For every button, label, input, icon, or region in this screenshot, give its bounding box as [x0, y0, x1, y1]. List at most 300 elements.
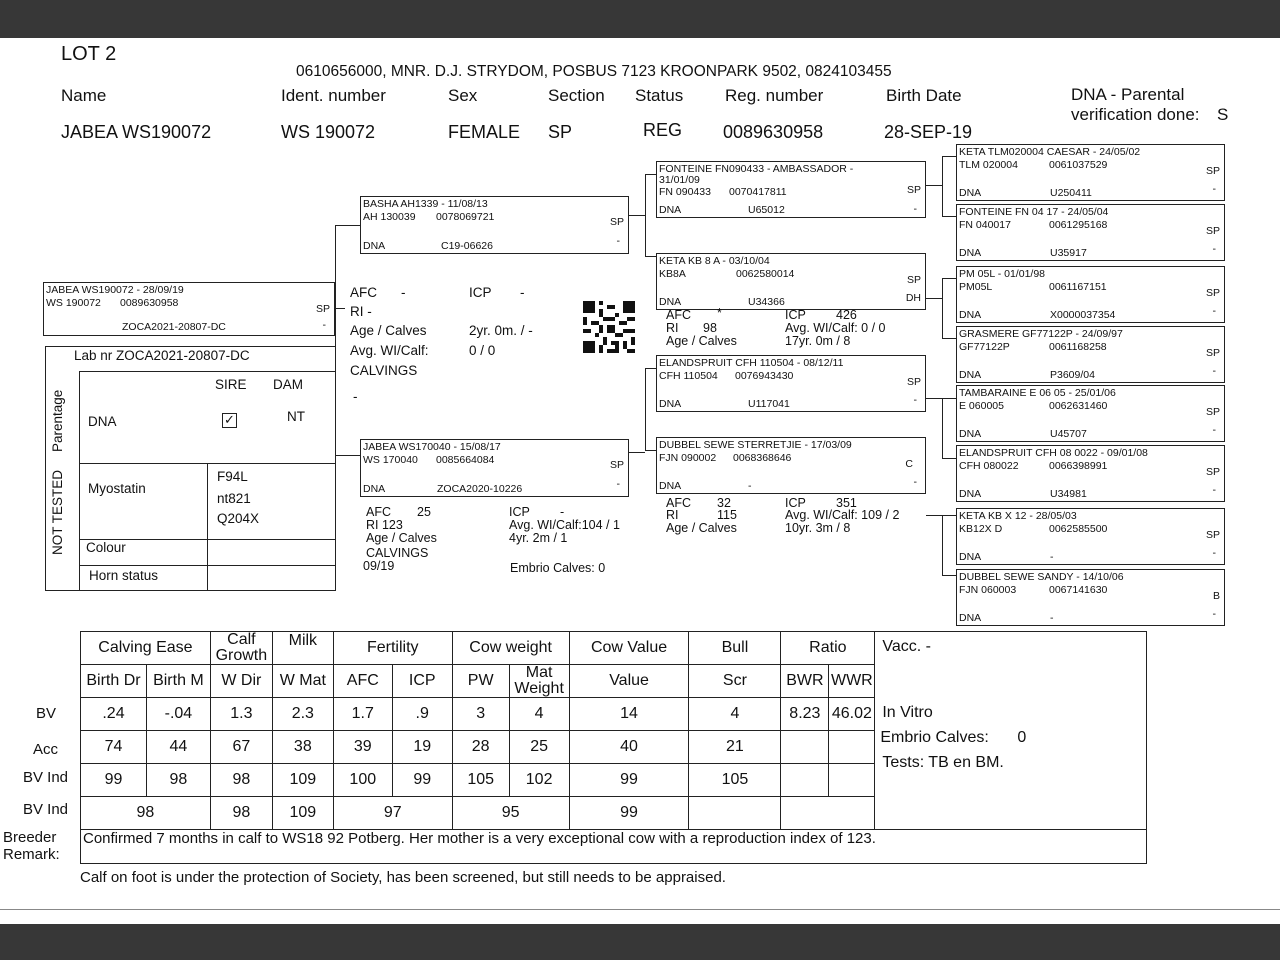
status-label: Status [635, 86, 684, 105]
gg-section: B [1212, 590, 1220, 602]
animal-ident: WS 190072 [46, 297, 101, 309]
bv-cell: 28 [452, 731, 509, 764]
dam-dna-value: ZOCA2020-10226 [437, 483, 523, 495]
group-cow-weight: Cow weight [452, 632, 569, 665]
connector [926, 398, 942, 399]
bv-cell: 98 [146, 764, 210, 797]
dd-dna-value: - [748, 480, 752, 492]
gg-dna-value: - [1050, 612, 1054, 624]
birth-value: 28-SEP-19 [884, 122, 973, 142]
dd-dna-label: DNA [659, 480, 682, 492]
myostatin-value: Q204X [217, 511, 260, 526]
age-label: Age / Calves [666, 334, 737, 348]
footer-note: Calf on foot is under the protection of Society, has been screened, but still needs to be appraised. [80, 869, 726, 886]
gg-reg: 0066398991 [1049, 460, 1108, 472]
connector [926, 185, 942, 186]
bottom-rule [0, 909, 1280, 910]
ds-dash: - [913, 394, 917, 406]
bv-cell [781, 764, 829, 797]
gg-section: SP [1205, 406, 1220, 418]
group-bull: Bull [689, 632, 781, 665]
ss-title2: 31/01/09 [659, 174, 700, 186]
sex-label: Sex [448, 86, 478, 105]
sire-box [360, 196, 629, 254]
connector [942, 156, 956, 157]
great-grandparent-box [956, 385, 1225, 442]
gg-reg: 0061167151 [1049, 281, 1107, 293]
bv-cell: 4 [509, 698, 569, 731]
bv-cell: 105 [689, 764, 781, 797]
age-value: 17yr. 0m / 8 [785, 334, 851, 348]
connector [942, 515, 956, 516]
connector [942, 278, 943, 338]
gg-section: SP [1205, 529, 1220, 541]
lab-number: Lab nr ZOCA2021-20807-DC [74, 348, 250, 363]
gg-reg: 0067141630 [1049, 584, 1108, 596]
ri-value: 115 [717, 508, 737, 522]
group-calf-growth: Calf Growth [210, 632, 272, 665]
gg-dna-label: DNA [959, 309, 982, 321]
bv-cell: 1.7 [333, 698, 392, 731]
icp-value: 351 [836, 496, 857, 510]
avg-value: Avg. WI/Calf:104 / 1 [509, 518, 620, 532]
dam-section: SP [609, 459, 624, 471]
group-ratio: Ratio [781, 632, 875, 665]
ss-dash: - [913, 203, 917, 215]
group-milk: Milk [272, 632, 333, 665]
connector [942, 575, 956, 576]
ss-title: FONTEINE FN090433 - AMBASSADOR - [659, 163, 854, 175]
bv-cell: 100 [333, 764, 392, 797]
bv-cell [781, 797, 875, 830]
row-label-bv: BV [36, 705, 57, 722]
animal-box [43, 282, 335, 336]
gg-ident: FJN 060003 [959, 584, 1017, 596]
afc-label: AFC [350, 285, 377, 300]
bv-cell: 109 [272, 797, 333, 830]
gg-dna-value: U34981 [1050, 488, 1087, 500]
gg-dna-label: DNA [959, 428, 982, 440]
bv-cell: 4 [689, 698, 781, 731]
bv-cell: 39 [333, 731, 392, 764]
connector [942, 515, 943, 575]
icp-label: ICP [469, 285, 492, 300]
sire-section: SP [609, 216, 624, 228]
gg-dash: - [1212, 183, 1216, 195]
gg-dash: - [1212, 608, 1216, 620]
bv-cell: 105 [452, 764, 509, 797]
bv-cell: 98 [210, 797, 272, 830]
gg-section: SP [1205, 466, 1220, 478]
gg-section: SP [1205, 347, 1220, 359]
connector [942, 156, 943, 216]
ss-reg: 0070417811 [729, 186, 787, 198]
owner-details: 0610656000, MNR. D.J. STRYDOM, POSBUS 7123 KROONPARK 9502, 0824103455 [296, 63, 892, 80]
ds-title: ELANDSPRUIT CFH 110504 - 08/12/11 [659, 357, 844, 369]
connector [335, 308, 345, 309]
sub-header-cell: W Dir [210, 665, 272, 698]
bv-cell: 25 [509, 731, 569, 764]
bv-cell: 46.02 [829, 698, 875, 731]
reg-value: 0089630958 [723, 122, 824, 142]
animal-section: SP [315, 303, 330, 315]
gg-section: SP [1205, 225, 1220, 237]
age-label: Age / Calves [666, 521, 737, 535]
gg-ident: KB12X D [959, 523, 1003, 535]
gg-dna-value: U45707 [1050, 428, 1087, 440]
avg-label: Avg. WI/Calf: [350, 343, 429, 358]
connector [942, 338, 956, 339]
bv-cell: 19 [392, 731, 452, 764]
calvings-value: - [353, 389, 358, 404]
calvings-label: CALVINGS [350, 363, 418, 378]
status-value: REG [643, 120, 683, 140]
dam-dash: - [616, 478, 620, 490]
great-grandparent-box [956, 266, 1225, 323]
great-grandparent-box [956, 204, 1225, 261]
afc-value: - [401, 285, 406, 300]
bv-cell [829, 764, 875, 797]
bv-cell: 95 [452, 797, 569, 830]
age-value: 2yr. 0m. / - [469, 323, 533, 338]
side-info [875, 632, 1147, 830]
sex-value: FEMALE [448, 122, 521, 142]
gg-dna-value: X0000037354 [1050, 309, 1116, 321]
qr-code-icon [583, 301, 635, 353]
group-fertility: Fertility [333, 632, 452, 665]
connector [942, 278, 956, 279]
section-label: Section [548, 86, 605, 105]
bv-cell: 67 [210, 731, 272, 764]
sub-header-cell: PW [452, 665, 509, 698]
afc-value: 32 [717, 496, 731, 510]
sub-header-cell: Scr [689, 665, 781, 698]
connector [942, 398, 956, 399]
dam-title: JABEA WS170040 - 15/08/17 [363, 441, 501, 453]
gg-title: DUBBEL SEWE SANDY - 14/10/06 [959, 571, 1124, 583]
bv-cell: 14 [569, 698, 689, 731]
age-label: Age / Calves [366, 531, 437, 545]
dam-sire-box [656, 355, 926, 412]
gg-title: KETA TLM020004 CAESAR - 24/05/02 [959, 146, 1141, 158]
gg-reg: 0062585500 [1049, 523, 1108, 535]
afc-label: AFC [366, 505, 391, 519]
bv-cell: 97 [333, 797, 452, 830]
sire-title: BASHA AH1339 - 11/08/13 [363, 198, 488, 210]
calvings-value: 09/19 [363, 559, 395, 573]
connector [645, 368, 646, 450]
icp-value: - [560, 505, 565, 519]
bv-cell [781, 731, 829, 764]
connector [645, 256, 656, 257]
ds-section: SP [906, 376, 921, 388]
row-label-acc: Acc [33, 741, 59, 758]
dam-reg: 0085664084 [436, 454, 495, 466]
top-bar [0, 0, 1280, 38]
connector [645, 450, 656, 451]
dam-dam-box [656, 437, 926, 494]
gg-reg: 0061295168 [1049, 219, 1108, 231]
name-value: JABEA WS190072 [61, 122, 212, 142]
sub-header-cell: AFC [333, 665, 392, 698]
gg-dna-value: P3609/04 [1050, 369, 1095, 381]
sub-header-cell: Value [569, 665, 689, 698]
gg-title: GRASMERE GF77122P - 24/09/97 [959, 328, 1123, 340]
dam-dna-label: DNA [363, 483, 386, 495]
ds-reg: 0076943430 [735, 370, 794, 382]
connector [942, 216, 956, 217]
dam-ident: WS 170040 [363, 454, 418, 466]
breeder-remark: Confirmed 7 months in calf to WS18 92 Potberg. Her mother is a very exceptional cow with a reproduction index of 123. [81, 830, 1147, 864]
great-grandparent-box [956, 445, 1225, 502]
ds-dna-value: U117041 [748, 398, 790, 410]
ss-dna-label: DNA [659, 204, 682, 216]
sd-dna-label: DNA [659, 296, 682, 308]
sub-header-cell: WWR [829, 665, 875, 698]
ds-ident: CFH 110504 [659, 370, 718, 382]
gg-dna-label: DNA [959, 488, 982, 500]
sub-header-cell: Birth Dr [81, 665, 147, 698]
group-cow-value: Cow Value [569, 632, 689, 665]
gg-dna-value: U250411 [1050, 187, 1092, 199]
bv-cell: 99 [81, 764, 147, 797]
avg-value: 0 / 0 [469, 343, 496, 358]
animal-reg: 0089630958 [120, 297, 179, 309]
connector [645, 174, 656, 175]
bv-cell: .24 [81, 698, 147, 731]
animal-dash: - [322, 319, 326, 331]
myostatin-value: nt821 [217, 491, 251, 506]
sub-header-cell: BWR [781, 665, 829, 698]
in-vitro: In Vitro [882, 704, 933, 721]
sub-header-cell: Mat Weight [509, 665, 569, 698]
gg-title: ELANDSPRUIT CFH 08 0022 - 09/01/08 [959, 447, 1148, 459]
sire-ident: AH 130039 [363, 211, 416, 223]
ss-section: SP [906, 184, 921, 196]
checkbox-icon: ✓ [222, 413, 237, 428]
ss-ident: FN 090433 [659, 186, 711, 198]
icp-label: ICP [785, 496, 806, 510]
ri-value: 98 [703, 321, 717, 335]
afc-label: AFC [666, 308, 691, 322]
connector [629, 215, 645, 216]
embrio-calves: Embrio Calves: 0 [510, 561, 606, 575]
great-grandparent-box [956, 508, 1225, 565]
connector [942, 458, 956, 459]
vacc: Vacc. - [882, 638, 931, 655]
gg-dash: - [1212, 305, 1216, 317]
parentage-label: Parentage [50, 389, 65, 452]
bv-cell: -.04 [146, 698, 210, 731]
bv-cell: 21 [689, 731, 781, 764]
bv-cell: 8.23 [781, 698, 829, 731]
great-grandparent-box [956, 569, 1225, 626]
dam-label: DAM [273, 377, 303, 392]
sd-title: KETA KB 8 A - 03/10/04 [659, 255, 770, 267]
gg-ident: FN 040017 [959, 219, 1011, 231]
myostatin-value: F94L [217, 469, 248, 484]
remark-label: Remark: [3, 846, 60, 863]
avg-value: Avg. WI/Calf: 0 / 0 [785, 321, 886, 335]
gg-title: PM 05L - 01/01/98 [959, 268, 1045, 280]
dd-reg: 0068368646 [733, 452, 792, 464]
bv-cell: 102 [509, 764, 569, 797]
calvings-label: CALVINGS [366, 546, 429, 560]
dna-dam-value: NT [287, 409, 305, 424]
ri-label: RI [666, 321, 679, 335]
colour-label: Colour [86, 540, 126, 555]
bv-cell: .9 [392, 698, 452, 731]
connector [926, 298, 942, 299]
avg-value: Avg. WI/Calf: 109 / 2 [785, 508, 900, 522]
connector [335, 455, 360, 456]
ident-label: Ident. number [281, 86, 386, 105]
icp-value: 426 [836, 308, 857, 322]
connector [645, 174, 646, 256]
connector [645, 368, 656, 369]
bv-cell [689, 797, 781, 830]
icp-value: - [520, 285, 525, 300]
icp-label: ICP [509, 505, 530, 519]
ri-label: RI 123 [366, 518, 403, 532]
bv-cell: 99 [569, 764, 689, 797]
bv-cell [829, 731, 875, 764]
ri-label: RI [666, 508, 679, 522]
group-calving-ease: Calving Ease [81, 632, 211, 665]
sub-header-cell: W Mat [272, 665, 333, 698]
dd-section: C [905, 458, 913, 470]
bv-cell: 74 [81, 731, 147, 764]
bv-cell: 3 [452, 698, 509, 731]
bv-cell: 2.3 [272, 698, 333, 731]
sire-reg: 0078069721 [436, 211, 495, 223]
not-tested-label: NOT TESTED [50, 469, 65, 555]
animal-lab: ZOCA2021-20807-DC [122, 321, 226, 333]
lot-number: LOT 2 [61, 43, 117, 65]
gg-title: FONTEINE FN 04 17 - 24/05/04 [959, 206, 1109, 218]
sd-section2: DH [905, 292, 921, 304]
age-value: 10yr. 3m / 8 [785, 521, 851, 535]
gg-section: SP [1205, 165, 1220, 177]
gg-ident: CFH 080022 [959, 460, 1019, 472]
section-value: SP [548, 122, 573, 142]
connector [335, 225, 360, 226]
gg-dna-label: DNA [959, 247, 982, 259]
embrio-value: 0 [1017, 729, 1027, 746]
sd-reg: 0062580014 [736, 268, 795, 280]
ss-dna-value: U65012 [748, 204, 785, 216]
sub-header-cell: ICP [392, 665, 452, 698]
icp-label: ICP [785, 308, 806, 322]
gg-ident: E 060005 [959, 400, 1004, 412]
gg-dna-value: - [1050, 551, 1054, 563]
gg-section: SP [1205, 287, 1220, 299]
dd-dash: - [913, 476, 917, 488]
gg-reg: 0062631460 [1049, 400, 1108, 412]
name-label: Name [61, 86, 107, 105]
sire-dna-value: C19-06626 [441, 240, 493, 252]
sire-dna-label: DNA [363, 240, 386, 252]
bv-cell: 44 [146, 731, 210, 764]
embrio-label: Embrio Calves: [880, 729, 989, 746]
bv-cell: 99 [392, 764, 452, 797]
gg-title: TAMBARAINE E 06 05 - 25/01/06 [959, 387, 1116, 399]
age-label: Age / Calves [350, 323, 427, 338]
bv-cell: 38 [272, 731, 333, 764]
gg-reg: 0061037529 [1049, 159, 1108, 171]
dna-label: DNA [88, 414, 117, 429]
myostatin-label: Myostatin [88, 481, 146, 496]
sd-ident: KB8A [659, 268, 686, 280]
ds-dna-label: DNA [659, 398, 682, 410]
reg-label: Reg. number [725, 86, 824, 105]
sire-dam-box [656, 253, 926, 310]
connector [926, 515, 942, 516]
sd-dna-value: U34366 [748, 296, 785, 308]
row-label-bvind2: BV Ind [23, 801, 69, 818]
bottom-bar [0, 924, 1280, 960]
gg-dna-value: U35917 [1050, 247, 1087, 259]
ri-label: RI - [350, 304, 372, 319]
tests: Tests: TB en BM. [882, 754, 1004, 771]
great-grandparent-box [956, 326, 1225, 383]
bv-cell: 98 [210, 764, 272, 797]
dd-ident: FJN 090002 [659, 452, 717, 464]
afc-value: 25 [417, 505, 431, 519]
gg-dash: - [1212, 424, 1216, 436]
gg-dash: - [1212, 243, 1216, 255]
great-grandparent-box [956, 144, 1225, 201]
bv-cell: 98 [81, 797, 211, 830]
gg-dna-label: DNA [959, 187, 982, 199]
connector [942, 398, 943, 458]
row-label-bvind: BV Ind [23, 769, 69, 786]
afc-label: AFC [666, 496, 691, 510]
bv-cell: 1.3 [210, 698, 272, 731]
dna-verification-label: DNA - Parental verification done: [1071, 85, 1200, 124]
ident-value: WS 190072 [281, 122, 376, 142]
bv-cell: 109 [272, 764, 333, 797]
horn-label: Horn status [89, 568, 159, 583]
gg-ident: PM05L [959, 281, 993, 293]
birth-label: Birth Date [886, 86, 962, 105]
gg-ident: TLM 020004 [959, 159, 1018, 171]
afc-value: * [717, 306, 722, 320]
sire-label: SIRE [215, 377, 247, 392]
bv-cell: 40 [569, 731, 689, 764]
gg-reg: 0061168258 [1049, 341, 1107, 353]
bv-cell: 99 [569, 797, 689, 830]
gg-dna-label: DNA [959, 369, 982, 381]
connector [629, 452, 645, 453]
gg-dash: - [1212, 484, 1216, 496]
breeding-values-table [80, 631, 1147, 864]
gg-dna-label: DNA [959, 612, 982, 624]
sire-sire-box [656, 161, 926, 218]
animal-title: JABEA WS190072 - 28/09/19 [46, 284, 184, 296]
age-value: 4yr. 2m / 1 [509, 531, 568, 545]
gg-title: KETA KB X 12 - 28/05/03 [959, 510, 1077, 522]
dna-verification-value: S [1217, 105, 1229, 124]
sire-dash: - [616, 235, 620, 247]
sd-section: SP [906, 274, 921, 286]
gg-dash: - [1212, 547, 1216, 559]
gg-dash: - [1212, 365, 1216, 377]
dd-title: DUBBEL SEWE STERRETJIE - 17/03/09 [659, 439, 852, 451]
gg-ident: GF77122P [959, 341, 1010, 353]
breeder-label: Breeder [3, 829, 57, 846]
dam-box [360, 439, 629, 497]
